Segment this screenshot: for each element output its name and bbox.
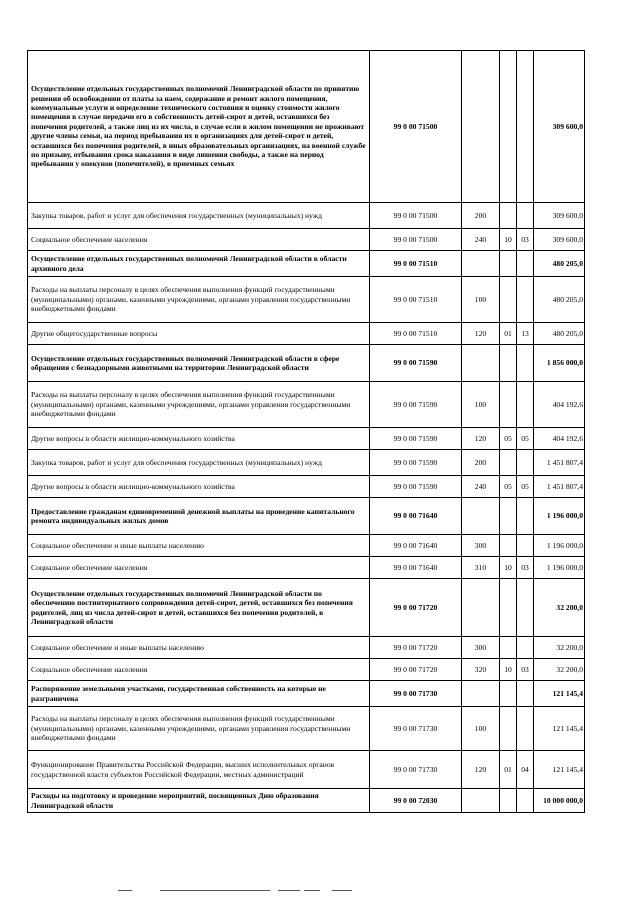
row-name: Закупка товаров, работ и услуг для обеспечения государственных (муниципальных) нужд <box>28 450 370 476</box>
row-sum: 32 200,0 <box>534 579 585 637</box>
row-vr: 200 <box>462 450 500 476</box>
row-rz: 01 <box>500 323 517 345</box>
row-name: Расходы на выплаты персоналу в целях обеспечения выполнения функций государственными (муниципальными) органами, казенными учреждениями, органами управления государственными внебюджетными фондами <box>28 277 370 323</box>
row-rz <box>500 203 517 229</box>
row-code: 99 0 00 71590 <box>370 450 462 476</box>
row-pr <box>517 345 534 382</box>
row-name: Социальное обеспечение и иные выплаты населению <box>28 637 370 659</box>
row-code: 99 0 00 71510 <box>370 251 462 277</box>
row-rz <box>500 450 517 476</box>
row-rz <box>500 579 517 637</box>
row-sum: 480 205,0 <box>534 323 585 345</box>
row-vr: 100 <box>462 277 500 323</box>
table-row <box>28 51 585 203</box>
table-row <box>28 579 585 637</box>
row-code: 99 0 00 71510 <box>370 323 462 345</box>
budget-table-body <box>28 51 585 813</box>
row-vr <box>462 681 500 707</box>
row-pr <box>517 498 534 535</box>
row-vr: 310 <box>462 557 500 579</box>
row-code: 99 0 00 71730 <box>370 707 462 751</box>
row-pr <box>517 707 534 751</box>
table-row <box>28 229 585 251</box>
row-sum: 480 205,0 <box>534 277 585 323</box>
row-pr <box>517 251 534 277</box>
row-sum: 1 451 807,4 <box>534 476 585 498</box>
footer-mark <box>278 890 300 891</box>
row-vr <box>462 498 500 535</box>
row-rz: 01 <box>500 751 517 789</box>
row-pr <box>517 203 534 229</box>
row-sum: 32 200,0 <box>534 659 585 681</box>
row-rz <box>500 498 517 535</box>
table-row <box>28 637 585 659</box>
row-vr <box>462 579 500 637</box>
row-vr: 100 <box>462 707 500 751</box>
row-rz <box>500 637 517 659</box>
row-name: Расходы на выплаты персоналу в целях обеспечения выполнения функций государственными (муниципальными) органами, казенными учреждениями, органами управления государственными внебюджетными фондами <box>28 707 370 751</box>
table-row <box>28 428 585 450</box>
row-code: 99 0 00 71500 <box>370 203 462 229</box>
footer-mark <box>304 890 320 891</box>
row-name: Другие вопросы в области жилищно-коммунального хозяйства <box>28 476 370 498</box>
table-row <box>28 789 585 813</box>
footer-mark <box>332 890 352 891</box>
row-rz <box>500 707 517 751</box>
row-vr: 240 <box>462 229 500 251</box>
row-rz <box>500 382 517 428</box>
row-pr <box>517 51 534 203</box>
row-pr <box>517 789 534 813</box>
table-row <box>28 751 585 789</box>
row-code: 99 0 00 71720 <box>370 659 462 681</box>
row-sum: 309 600,0 <box>534 229 585 251</box>
row-rz <box>500 251 517 277</box>
row-name: Социальное обеспечение населения <box>28 557 370 579</box>
footer-mark <box>160 890 270 891</box>
table-row <box>28 557 585 579</box>
row-sum: 1 196 000,0 <box>534 498 585 535</box>
row-vr <box>462 345 500 382</box>
row-sum: 10 000 000,0 <box>534 789 585 813</box>
table-row <box>28 323 585 345</box>
row-name: Расходы на подготовку и проведение мероприятий, посвященных Дню образования Ленинградской области <box>28 789 370 813</box>
row-sum: 1 856 000,0 <box>534 345 585 382</box>
row-sum: 121 145,4 <box>534 707 585 751</box>
row-vr: 300 <box>462 637 500 659</box>
row-rz <box>500 535 517 557</box>
row-code: 99 0 00 72030 <box>370 789 462 813</box>
table-row <box>28 659 585 681</box>
row-name: Осуществление отдельных государственных полномочий Ленинградской области по принятию решения об освобождении от платы за наем, содержание и ремонт жилого помещения, коммунальные услуги и определение технического состояния и оценку стоимости жилого помещения в случае передачи его в собственность детей-сирот и детей, оставшихся без попечения родителей, а также лиц из их числа, в случае если в жилом помещении не проживают другие члены семьи, на период пребывания их в организациях для детей-сирот и детей, оставшихся без попечения родителей, в иных образовательных организациях, на военной службе по призыву, отбывания срока наказания в виде лишения свободы, а также на период пребывания у опекунов (попечителей), в приемных семьях <box>28 51 370 203</box>
row-name: Другие вопросы в области жилищно-коммунального хозяйства <box>28 428 370 450</box>
row-code: 99 0 00 71590 <box>370 476 462 498</box>
row-rz <box>500 789 517 813</box>
row-pr: 13 <box>517 323 534 345</box>
table-row <box>28 203 585 229</box>
budget-table <box>27 50 585 813</box>
row-code: 99 0 00 71500 <box>370 51 462 203</box>
row-rz: 10 <box>500 659 517 681</box>
row-vr: 120 <box>462 428 500 450</box>
row-name: Расходы на выплаты персоналу в целях обеспечения выполнения функций государственными (муниципальными) органами, казенными учреждениями, органами управления государственными внебюджетными фондами <box>28 382 370 428</box>
table-row <box>28 707 585 751</box>
row-code: 99 0 00 71730 <box>370 681 462 707</box>
row-vr: 120 <box>462 323 500 345</box>
row-rz <box>500 345 517 382</box>
row-rz: 10 <box>500 557 517 579</box>
row-vr <box>462 789 500 813</box>
row-sum: 1 196 000,0 <box>534 557 585 579</box>
row-vr: 240 <box>462 476 500 498</box>
table-row <box>28 277 585 323</box>
row-sum: 121 145,4 <box>534 681 585 707</box>
row-code: 99 0 00 71640 <box>370 498 462 535</box>
row-code: 99 0 00 71720 <box>370 579 462 637</box>
row-sum: 1 451 807,4 <box>534 450 585 476</box>
row-pr <box>517 535 534 557</box>
row-name: Распоряжение земельными участками, государственная собственность на которые не разграничена <box>28 681 370 707</box>
table-row <box>28 535 585 557</box>
row-vr: 320 <box>462 659 500 681</box>
row-pr: 03 <box>517 557 534 579</box>
row-vr <box>462 51 500 203</box>
table-row <box>28 251 585 277</box>
row-pr <box>517 382 534 428</box>
row-name: Предоставление гражданам единовременной денежной выплаты на проведение капитального ремонта индивидуальных жилых домов <box>28 498 370 535</box>
row-vr <box>462 251 500 277</box>
row-sum: 404 192,6 <box>534 428 585 450</box>
row-rz <box>500 51 517 203</box>
table-row <box>28 345 585 382</box>
row-code: 99 0 00 71500 <box>370 229 462 251</box>
row-rz: 10 <box>500 229 517 251</box>
row-rz <box>500 277 517 323</box>
row-name: Осуществление отдельных государственных полномочий Ленинградской области в области архивного дела <box>28 251 370 277</box>
row-code: 99 0 00 71640 <box>370 535 462 557</box>
row-pr: 03 <box>517 659 534 681</box>
row-code: 99 0 00 71590 <box>370 345 462 382</box>
table-row <box>28 681 585 707</box>
row-pr <box>517 579 534 637</box>
row-name: Другие общегосударственные вопросы <box>28 323 370 345</box>
row-code: 99 0 00 71590 <box>370 428 462 450</box>
row-sum: 121 145,4 <box>534 751 585 789</box>
row-rz: 05 <box>500 428 517 450</box>
row-rz: 05 <box>500 476 517 498</box>
scan-footer-marks <box>0 884 640 896</box>
table-row <box>28 450 585 476</box>
row-pr: 04 <box>517 751 534 789</box>
row-pr <box>517 681 534 707</box>
row-sum: 32 200,0 <box>534 637 585 659</box>
row-sum: 404 192,6 <box>534 382 585 428</box>
row-pr <box>517 450 534 476</box>
row-pr: 05 <box>517 428 534 450</box>
row-name: Социальное обеспечение населения <box>28 659 370 681</box>
row-vr: 300 <box>462 535 500 557</box>
row-vr: 100 <box>462 382 500 428</box>
row-sum: 480 205,0 <box>534 251 585 277</box>
row-vr: 200 <box>462 203 500 229</box>
row-code: 99 0 00 71730 <box>370 751 462 789</box>
table-row <box>28 476 585 498</box>
row-sum: 309 600,0 <box>534 203 585 229</box>
row-code: 99 0 00 71640 <box>370 557 462 579</box>
table-row <box>28 382 585 428</box>
table-row <box>28 498 585 535</box>
row-code: 99 0 00 71720 <box>370 637 462 659</box>
row-code: 99 0 00 71590 <box>370 382 462 428</box>
footer-mark <box>118 890 132 891</box>
row-rz <box>500 681 517 707</box>
row-pr: 05 <box>517 476 534 498</box>
row-name: Социальное обеспечение и иные выплаты населению <box>28 535 370 557</box>
row-name: Социальное обеспечение населения <box>28 229 370 251</box>
row-pr: 03 <box>517 229 534 251</box>
row-sum: 1 196 000,0 <box>534 535 585 557</box>
row-name: Функционирование Правительства Российской Федерации, высших исполнительных органов государственной власти субъектов Российской Федерации, местных администраций <box>28 751 370 789</box>
row-name: Осуществление отдельных государственных полномочий Ленинградской области по обеспечению постинтернатного сопровождения детей-сирот, детей, оставшихся без попечения родителей, лиц из числа детей-сирот и детей, оставшихся без попечения родителей, в Ленинградской области <box>28 579 370 637</box>
row-sum: 309 600,0 <box>534 51 585 203</box>
row-name: Закупка товаров, работ и услуг для обеспечения государственных (муниципальных) нужд <box>28 203 370 229</box>
row-pr <box>517 637 534 659</box>
row-pr <box>517 277 534 323</box>
row-vr: 120 <box>462 751 500 789</box>
row-name: Осуществление отдельных государственных полномочий Ленинградской области в сфере обращения с безнадзорными животными на территории Ленинградской области <box>28 345 370 382</box>
row-code: 99 0 00 71510 <box>370 277 462 323</box>
